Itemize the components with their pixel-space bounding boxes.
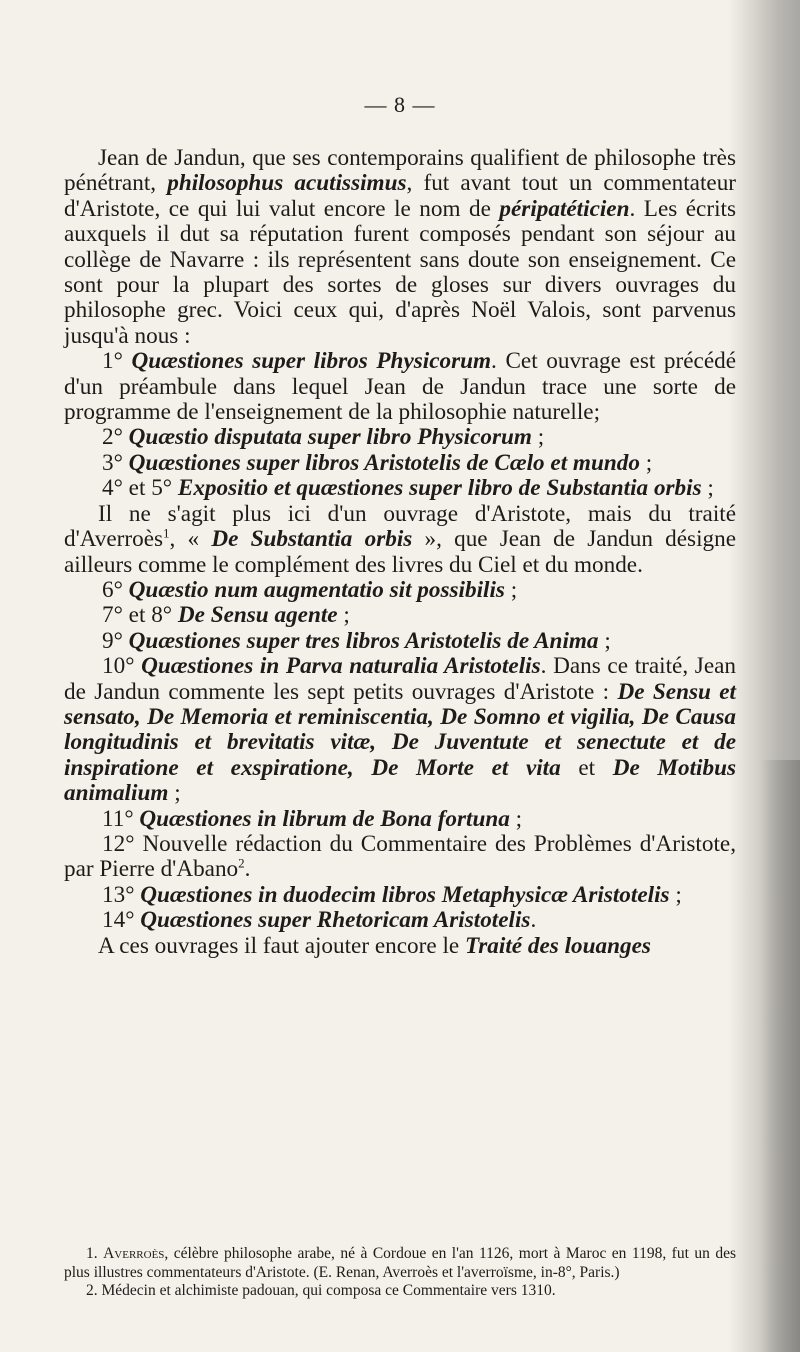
list-item-4-5: 4° et 5° Expositio et quæstiones super libro de Substantia orbis ; [102, 475, 714, 502]
page-number: — 8 — [364, 92, 436, 117]
paragraph-final: A ces ouvrages il faut ajouter encore le Traité des louanges [98, 932, 651, 959]
list-item-2: 2° Quæstio disputata super libro Physicorum ; [102, 424, 545, 451]
list-item-7-8: 7° et 8° De Sensu agente ; [102, 602, 350, 629]
footnote-2: 2. Médecin et alchimiste padouan, qui composa ce Commentaire vers 1310. [86, 1282, 556, 1299]
footnote-1: 1. Averroès, célèbre philosophe arabe, né à Cordoue en l'an 1126, mort à Maroc en 1198, fut un des plus illustres commentateurs d'Aristote. (E. Renan, Averroès et l'averroïsme, in-8°, Paris.) [64, 1245, 737, 1281]
list-item-13: 13° Quæstiones in duodecim libros Metaphysicæ Aristotelis ; [102, 881, 682, 908]
main-text [64, 146, 736, 959]
list-item-1: 1° Quæstiones super libros Physicorum. Cet ouvrage est précédé d'un préambule dans lequel Jean de Jandun trace une sorte de programme de l'enseignement de la philosophie naturelle; [64, 348, 737, 426]
footnotes [64, 1245, 736, 1301]
list-item-10: 10° Quæstiones in Parva naturalia Aristotelis. Dans ce traité, Jean de Jandun commente les sept petits ouvrages d'Aristote : De Sensu et sensato, De Memoria et reminiscentia, De Somno et vigilia, De Causa longitudinis et brevitatis vitæ, De Juventute et senectute et de inspiratione et exspiratione, De Morte et vita et De Motibus animalium ; [64, 653, 737, 807]
list-item-14: 14° Quæstiones super Rhetoricam Aristotelis. [102, 907, 537, 934]
list-item-11: 11° Quæstiones in librum de Bona fortuna ; [102, 805, 523, 832]
footnote-ref-2: 2 [238, 855, 245, 871]
page-edge-shadow-lower [760, 760, 800, 1352]
list-item-12: 12° Nouvelle rédaction du Commentaire des Problèmes d'Aristote, par Pierre d'Abano$^2$. [64, 830, 736, 883]
list-item-3: 3° Quæstiones super libros Aristotelis de Cælo et mundo ; [102, 449, 653, 476]
paragraph-averroes: Il ne s'agit plus ici d'un ouvrage d'Aristote, mais du traité d'Averroès$^1$, « De Substantia orbis », que Jean de Jandun désigne ailleurs comme le complément des livres du Ciel et du monde. [64, 500, 736, 578]
footnote-ref-1: 1 [163, 525, 170, 541]
list-item-6: 6° Quæstio num augmentatio sit possibilis ; [102, 576, 518, 603]
list-item-9: 9° Quæstiones super tres libros Aristotelis de Anima ; [102, 627, 611, 654]
paragraph-intro: Jean de Jandun, que ses contemporains qualifient de philosophe très pénétrant, philosophus acutissimus, fut avant tout un commentateur d'Aristote, ce qui lui valut encore le nom de péripatéticien. Les écrits auxquels il dut sa réputation furent composés pendant son séjour au collège de Navarre : ils représentent sans doute son enseignement. Ce sont pour la plupart des sortes de gloses sur divers ouvrages du philosophe grec. Voici ceux qui, d'après Noël Valois, sont parvenus jusqu'à nous : [64, 145, 737, 349]
